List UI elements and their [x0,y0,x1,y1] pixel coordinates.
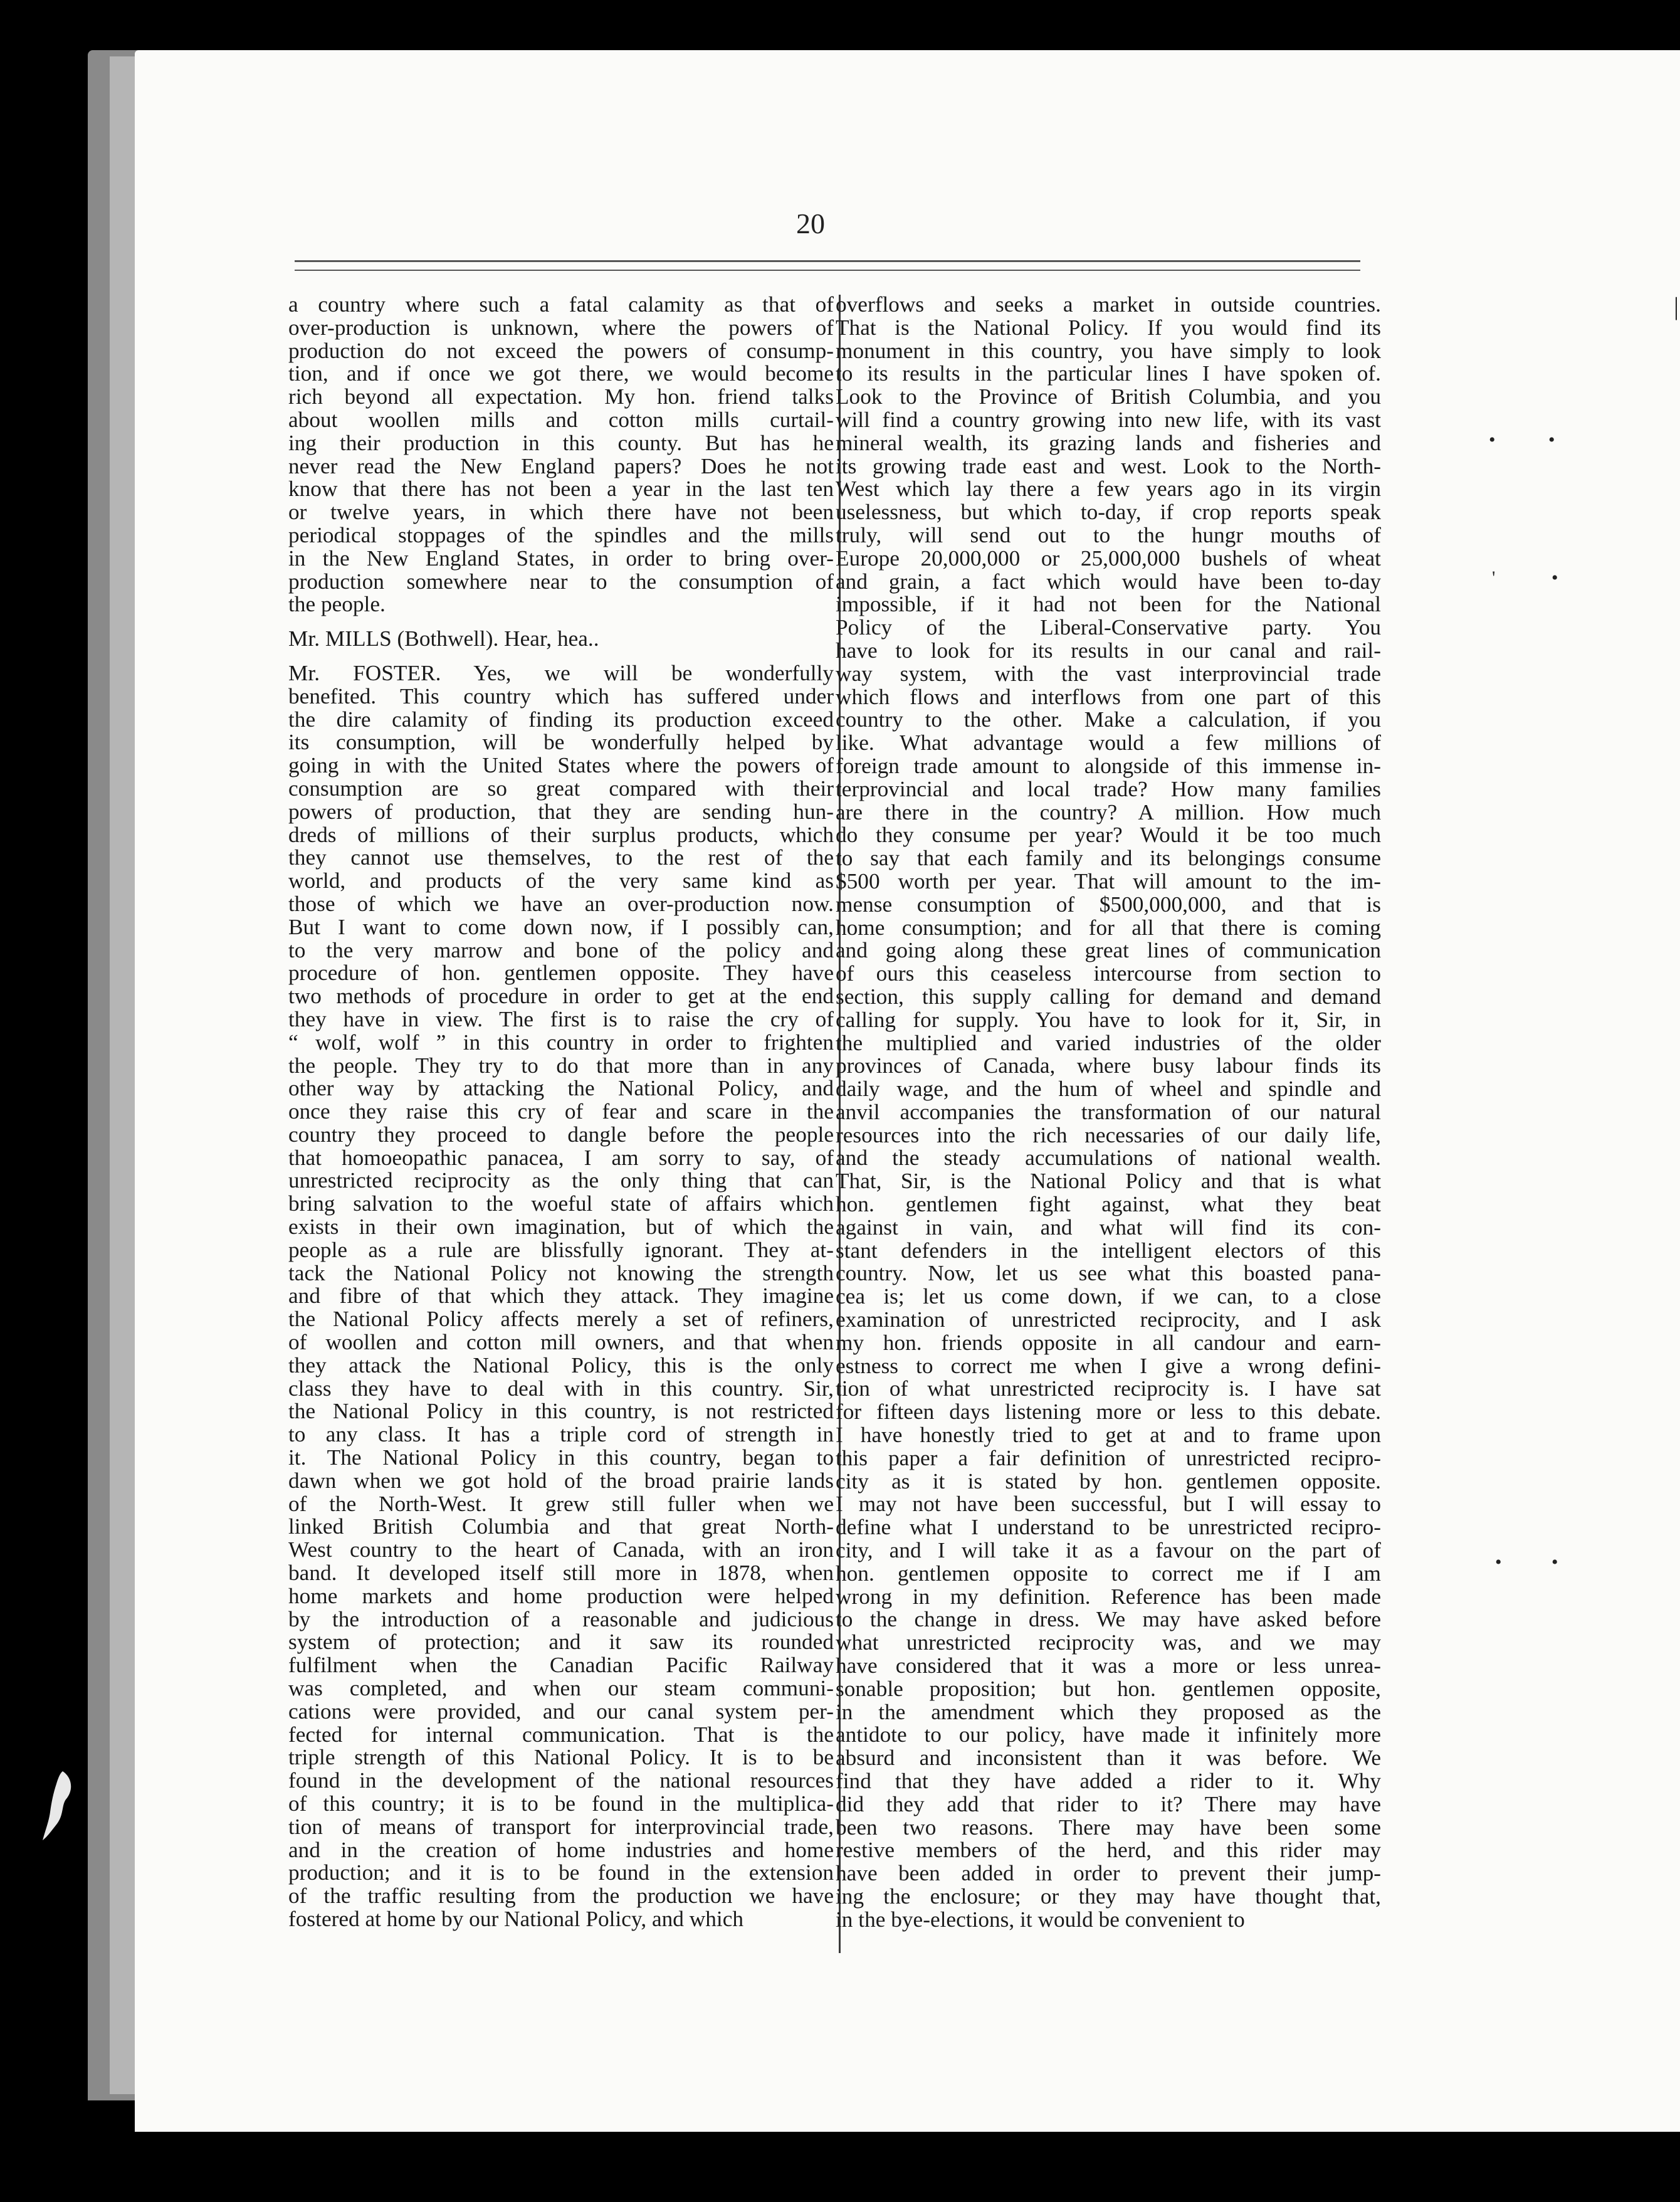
text-line: this paper a fair definition of unrestricted recipro- [836,1445,1381,1470]
text-line: a country where such a fatal calamity as that of [288,292,834,317]
text-line: sonable proposition; but hon. gentlemen opposite, [836,1676,1381,1701]
text-line: ing their production in this county. But has he [288,430,834,455]
text-line: the dire calamity of finding its production exceed [288,707,834,732]
text-line: have been added in order to prevent their jump- [836,1861,1381,1886]
text-line: periodical stoppages of the spindles and the mills [288,522,834,547]
text-line: unrestricted reciprocity as the only thing that can [288,1168,834,1193]
text-line: production do not exceed the powers of consump- [288,338,834,363]
text-line: Mr. MILLS (Bothwell). Hear, hea.. [288,626,599,651]
text-line: once they raise this cry of fear and scare in the [288,1099,834,1124]
text-line: for fifteen days listening more or less to this debate. [836,1399,1381,1425]
text-line: tack the National Policy not knowing the strength [288,1260,834,1285]
text-line: fostered at home by our National Policy, and which [288,1906,744,1931]
text-line: city, and I will take it as a favour on the part of [836,1538,1381,1563]
text-line: and in the creation of home industries and home [288,1837,834,1862]
text-line: terprovincial and local trade? How many families [836,776,1381,801]
text-line: home consumption; and for all that there is coming [836,915,1381,940]
text-line: tion of means of transport for interprovincial trade, [288,1814,834,1839]
text-line: class they have to deal with in this country. Sir, [288,1376,834,1401]
margin-mark: ' [1492,567,1496,588]
text-line: like. What advantage would a few millions of [836,730,1381,756]
margin-mark: • [1495,1552,1502,1572]
text-line: by the introduction of a reasonable and judicious [288,1606,834,1631]
text-line: $500 worth per year. That will amount to the im- [836,868,1381,893]
text-line: anvil accompanies the transformation of our natural [836,1099,1381,1124]
text-line: country. Now, let us see what this boasted pana- [836,1261,1381,1286]
text-line: That is the National Policy. If you would find its [836,315,1381,340]
text-line: the multiplied and varied industries of the older [836,1030,1381,1055]
text-line: have to look for its results in our canal and rail- [836,638,1381,663]
text-line: was completed, and when our steam communi- [288,1676,834,1701]
text-line: antidote to our policy, have made it infinitely more [836,1722,1381,1747]
text-line: or twelve years, in which there have not been [288,500,834,525]
text-line: cea is; let us come down, if we can, to a close [836,1284,1381,1309]
text-line: over-production is unknown, where the powers of [288,315,834,340]
text-line: country they proceed to dangle before the people [288,1122,834,1147]
margin-mark: • [1551,567,1558,588]
text-line: against in vain, and what will find its con- [836,1214,1381,1240]
text-line: absurd and inconsistent than it was before. We [836,1746,1381,1771]
text-line: which flows and interflows from one part of this [836,684,1381,709]
text-line: restive members of the herd, and this rider may [836,1838,1381,1863]
text-line: other way by attacking the National Policy, and [288,1076,834,1101]
text-line: tion, and if once we got there, we would become [288,361,834,386]
text-line: of the North-West. It grew still fuller when we [288,1491,834,1516]
text-line: linked British Columbia and that great North- [288,1514,834,1539]
text-line: it. The National Policy in this country, began to [288,1445,834,1470]
text-line: and fibre of that which they attack. They imagine [288,1283,834,1309]
text-line: section, this supply calling for demand and demand [836,984,1381,1009]
text-line: consumption are so great compared with their [288,776,834,801]
text-line: in the bye-elections, it would be convenient to [836,1907,1245,1932]
text-line: the people. [288,592,386,617]
text-line: band. It developed itself still more in 1878, when [288,1561,834,1586]
text-line: “ wolf, wolf ” in this country in order to frighten [288,1030,834,1055]
margin-mark: | [1674,292,1679,320]
text-line: hon. gentlemen opposite to correct me if I am [836,1561,1381,1586]
text-line: fected for internal communication. That is the [288,1722,834,1747]
page-number: 20 [796,208,825,240]
text-line: calling for supply. You have to look for it, Sir, in [836,1007,1381,1032]
text-line: hon. gentlemen fight against, what they beat [836,1192,1381,1217]
text-line: West which lay there a few years ago in its virgin [836,477,1381,502]
text-line: dawn when we got hold of the broad prairie lands [288,1468,834,1493]
text-line: production somewhere near to the consumption of [288,569,834,594]
text-line: been two reasons. There may have been some [836,1815,1381,1840]
text-line: That, Sir, is the National Policy and that is what [836,1169,1381,1194]
text-line: ing the enclosure; or they may have thought that, [836,1883,1381,1909]
margin-smudge [38,1768,81,1843]
margin-mark: • [1551,1552,1558,1572]
text-line: cations were provided, and our canal system per- [288,1699,834,1724]
text-line: never read the New England papers? Does he not [288,453,834,478]
text-line: and the steady accumulations of national wealth. [836,1146,1381,1171]
text-line: they cannot use themselves, to the rest of the [288,845,834,870]
text-line: I may not have been successful, but I will essay to [836,1492,1381,1517]
text-line: what unrestricted reciprocity was, and we may [836,1630,1381,1655]
text-line: way system, with the vast interprovincial trade [836,661,1381,686]
text-line: in the amendment which they proposed as the [836,1699,1381,1724]
text-line: Europe 20,000,000 or 25,000,000 bushels of wheat [836,545,1381,571]
text-line: home markets and home production were helped [288,1583,834,1608]
text-line: to the very marrow and bone of the policy and [288,937,834,962]
text-line: Policy of the Liberal-Conservative party. You [836,615,1381,640]
text-line: of the traffic resulting from the production we have [288,1883,834,1909]
text-line: and going along these great lines of communication [836,938,1381,963]
text-line: I have honestly tried to get at and to frame upon [836,1423,1381,1448]
text-line: find that they have added a rider to it. Why [836,1769,1381,1793]
text-line: to the change in dress. We may have asked before [836,1607,1381,1632]
text-line: in the New England States, in order to bring over- [288,545,834,571]
right-text-column [836,293,1381,1932]
text-line: tion of what unrestricted reciprocity is. I have sat [836,1376,1381,1401]
text-line: stant defenders in the intelligent electors of this [836,1238,1381,1263]
text-line: those of which we have an over-production now. [288,891,834,916]
text-line: they have in view. The first is to raise the cry of [288,1006,834,1031]
text-line: impossible, if it had not been for the National [836,592,1381,617]
text-line: estness to correct me when I give a wrong defini- [836,1353,1381,1378]
text-line: the people. They try to do that more than in any [288,1053,834,1078]
text-line: found in the development of the national resources [288,1768,834,1793]
text-line: and grain, a fact which would have been to-day [836,569,1381,594]
text-line: know that there has not been a year in the last ten [288,477,834,502]
text-line: do they consume per year? Would it be too much [836,823,1381,848]
text-line: overflows and seeks a market in outside countries. [836,292,1381,317]
text-line: its consumption, will be wonderfully helped by [288,730,834,755]
text-line: its growing trade east and west. Look to the North- [836,453,1381,478]
margin-mark: • [1548,429,1555,450]
text-line: going in with the United States where the powers of [288,753,834,778]
text-line: production; and it is to be found in the extension [288,1860,834,1885]
text-line: city as it is stated by hon. gentlemen opposite. [836,1468,1381,1493]
text-line: dreds of millions of their surplus products, which [288,822,834,847]
text-line: define what I understand to be unrestricted recipro- [836,1515,1381,1540]
text-line: people as a rule are blissfully ignorant. They at- [288,1237,834,1262]
text-line: the National Policy affects merely a set of refiners, [288,1307,834,1332]
text-line: rich beyond all expectation. My hon. friend talks [288,384,834,409]
text-line: foreign trade amount to alongside of this immense in- [836,753,1381,778]
text-line: powers of production, that they are sending hun- [288,799,834,824]
text-line: monument in this country, you have simply to look [836,338,1381,363]
text-line: wrong in my definition. Reference has been made [836,1584,1381,1609]
text-line: procedure of hon. gentlemen opposite. They have [288,961,834,986]
text-line: world, and products of the very same kind as [288,868,834,893]
text-line: triple strength of this National Policy. It is to be [288,1745,834,1770]
text-line: Look to the Province of British Columbia, and you [836,384,1381,409]
text-line: have considered that it was a more or less unrea- [836,1653,1381,1678]
text-line: my hon. friends opposite in all candour and earn- [836,1330,1381,1355]
text-line: Mr. FOSTER. Yes, we will be wonderfully [288,660,834,685]
text-line: uselessness, but which to-day, if crop reports speak [836,500,1381,525]
text-line: to any class. It has a triple cord of strength in [288,1422,834,1447]
text-line: But I want to come down now, if I possibly can, [288,914,834,939]
text-line: mineral wealth, its grazing lands and fisheries and [836,430,1381,455]
text-line: country to the other. Make a calculation, if you [836,707,1381,732]
text-line: provinces of Canada, where busy labour finds its [836,1053,1381,1078]
text-line: examination of unrestricted reciprocity, and I ask [836,1307,1381,1332]
text-line: system of protection; and it saw its rounded [288,1630,834,1655]
text-line: of this country; it is to be found in the multiplica- [288,1791,834,1816]
text-line: did they add that rider to it? There may have [836,1791,1381,1816]
text-line: bring salvation to the woeful state of affairs which [288,1191,834,1216]
text-line: two methods of procedure in order to get at the end [288,984,834,1009]
text-line: West country to the heart of Canada, with an iron [288,1537,834,1562]
text-line: the National Policy in this country, is not restricted [288,1399,834,1424]
text-line: to its results in the particular lines I have spoken of. [836,361,1381,386]
text-line: exists in their own imagination, but of which the [288,1214,834,1240]
margin-mark: • [1489,429,1496,450]
text-line: of ours this ceaseless intercourse from section to [836,961,1381,986]
text-line: truly, will send out to the hungr mouths of [836,522,1381,547]
text-line: daily wage, and the hum of wheel and spindle and [836,1077,1381,1102]
text-line: benefited. This country which has suffered under [288,683,834,709]
text-line: mense consumption of $500,000,000, and that is [836,892,1381,917]
text-line: they attack the National Policy, this is the only [288,1352,834,1378]
header-rule-bottom [295,270,1360,271]
text-line: are there in the country? A million. How much [836,799,1381,824]
text-line: fulfilment when the Canadian Pacific Railway [288,1653,834,1678]
text-line: of woollen and cotton mill owners, and that when [288,1330,834,1355]
text-line: will find a country growing into new life, with its vast [836,407,1381,432]
left-text-column [288,293,834,1931]
text-line: resources into the rich necessaries of our daily life, [836,1122,1381,1147]
text-line: to say that each family and its belongings consume [836,846,1381,871]
text-line: about woollen mills and cotton mills curtail- [288,407,834,432]
header-rule-top [295,260,1360,262]
text-line: that homoeopathic panacea, I am sorry to say, of [288,1145,834,1170]
